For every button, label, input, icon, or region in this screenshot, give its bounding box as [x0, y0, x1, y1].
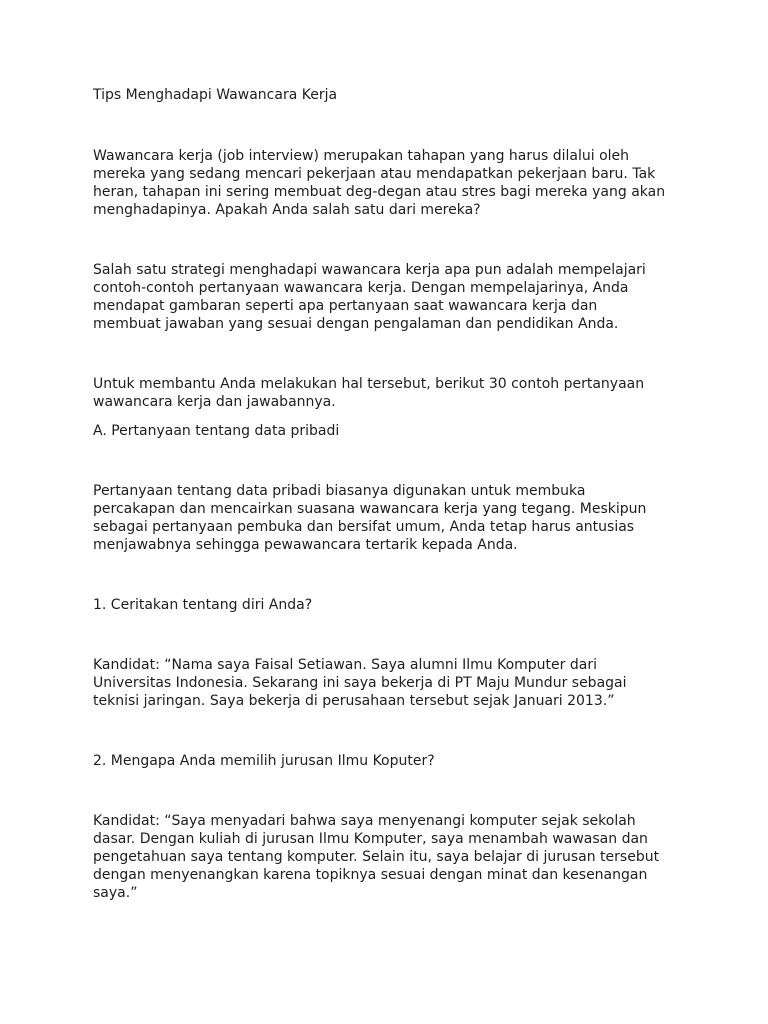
answer-2: Kandidat: “Saya menyadari bahwa saya menyenangi komputer sejak sekolah dasar. Dengan kuliah di jurusan Ilmu Komputer, saya menambah wawasan dan pengetahuan saya tentang komputer. Selain itu, saya belajar di jurusan tersebut dengan menyenangkan karena topiknya sesuai dengan minat dan kesenangan saya.” [93, 813, 660, 901]
document-title: Tips Menghadapi Wawancara Kerja [93, 87, 338, 103]
paragraph-section-a-intro: Pertanyaan tentang data pribadi biasanya digunakan untuk membuka percakapan dan mencairkan suasana wawancara kerja yang tegang. Meskipun sebagai pertanyaan pembuka dan bersifat umum, Anda tetap harus antusias menjawabnya sehingga pewawancara tertarik kepada Anda. [93, 483, 647, 553]
question-1: 1. Ceritakan tentang diri Anda? [93, 597, 313, 613]
question-2: 2. Mengapa Anda memilih jurusan Ilmu Koputer? [93, 753, 435, 769]
answer-1: Kandidat: “Nama saya Faisal Setiawan. Saya alumni Ilmu Komputer dari Universitas Indonesia. Sekarang ini saya bekerja di PT Maju Mundur sebagai teknisi jaringan. Saya bekerja di perusahaan tersebut sejak Januari 2013.” [93, 657, 627, 709]
paragraph-strategy: Salah satu strategi menghadapi wawancara kerja apa pun adalah mempelajari contoh-contoh pertanyaan wawancara kerja. Dengan mempelajarinya, Anda mendapat gambaran seperti apa pertanyaan saat wawancara kerja dan membuat jawaban yang sesuai dengan pengalaman dan pendidikan Anda. [93, 262, 646, 332]
paragraph-intro: Wawancara kerja (job interview) merupakan tahapan yang harus dilalui oleh mereka yang sedang mencari pekerjaan atau mendapatkan pekerjaan baru. Tak heran, tahapan ini sering membuat deg-degan atau stres bagi mereka yang akan menghadapinya. Apakah Anda salah satu dari mereka? [93, 148, 666, 218]
document-body [93, 86, 693, 902]
paragraph-lead-in: Untuk membantu Anda melakukan hal tersebut, berikut 30 contoh pertanyaan wawancara kerja dan jawabannya. [93, 376, 645, 410]
section-heading-a: A. Pertanyaan tentang data pribadi [93, 423, 340, 439]
